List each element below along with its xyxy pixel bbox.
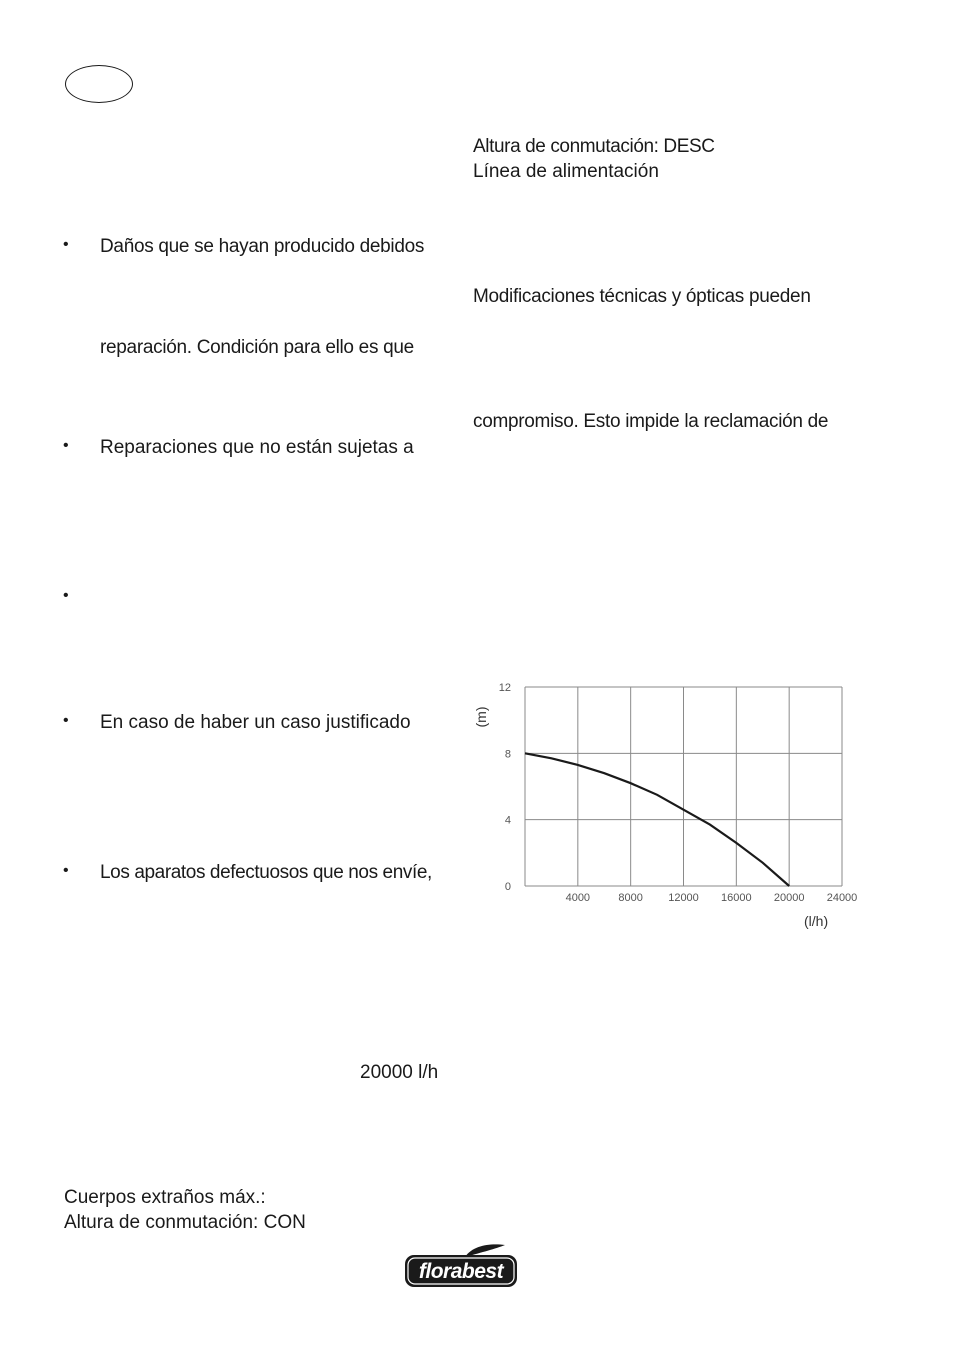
bullet-marker: • xyxy=(63,712,69,729)
bullet-text: Reparaciones que no están sujetas a xyxy=(100,437,414,458)
x-tick-label: 4000 xyxy=(565,892,591,904)
modifications-text: Modificaciones técnicas y ópticas pueden xyxy=(473,286,811,307)
bullet-text: Daños que se hayan producido debidos xyxy=(100,236,425,257)
flow-rate-value: 20000 l/h xyxy=(360,1062,439,1083)
y-tick-label: 12 xyxy=(498,682,511,694)
svg-text:florabest: florabest xyxy=(418,1260,504,1283)
bullet-marker: • xyxy=(63,587,69,604)
x-tick-label: 12000 xyxy=(668,892,699,904)
y-tick-label: 8 xyxy=(504,748,511,761)
commitment-text: compromiso. Esto impide la reclamación de xyxy=(473,411,829,432)
bullet-marker: • xyxy=(63,236,69,253)
x-tick-label: 8000 xyxy=(618,892,643,904)
foreign-bodies-label: Cuerpos extraños máx.: xyxy=(64,1187,266,1208)
x-axis-label: (l/h) xyxy=(804,913,829,929)
florabest-logo xyxy=(403,1243,519,1289)
x-tick-label: 24000 xyxy=(826,892,858,904)
bullet-marker: • xyxy=(63,437,69,454)
x-tick-label: 20000 xyxy=(773,892,805,904)
y-tick-label: 0 xyxy=(504,881,511,893)
bullet-text: Los aparatos defectuosos que nos envíe, xyxy=(100,862,432,883)
y-tick-label: 4 xyxy=(504,814,511,827)
pump-performance-chart xyxy=(470,675,870,935)
switch-on-height-label: Altura de conmutación: CON xyxy=(64,1212,306,1233)
switch-off-height-label: Altura de conmutación: DESC xyxy=(473,136,715,157)
language-badge xyxy=(65,65,133,103)
y-axis-label: (m) xyxy=(473,706,489,728)
bullet-text: En caso de haber un caso justificado xyxy=(100,712,411,733)
power-line-label: Línea de alimentación xyxy=(473,161,659,182)
bullet-marker: • xyxy=(63,862,69,879)
bullet-text: reparación. Condición para ello es que xyxy=(100,337,414,358)
x-tick-label: 16000 xyxy=(721,892,752,904)
